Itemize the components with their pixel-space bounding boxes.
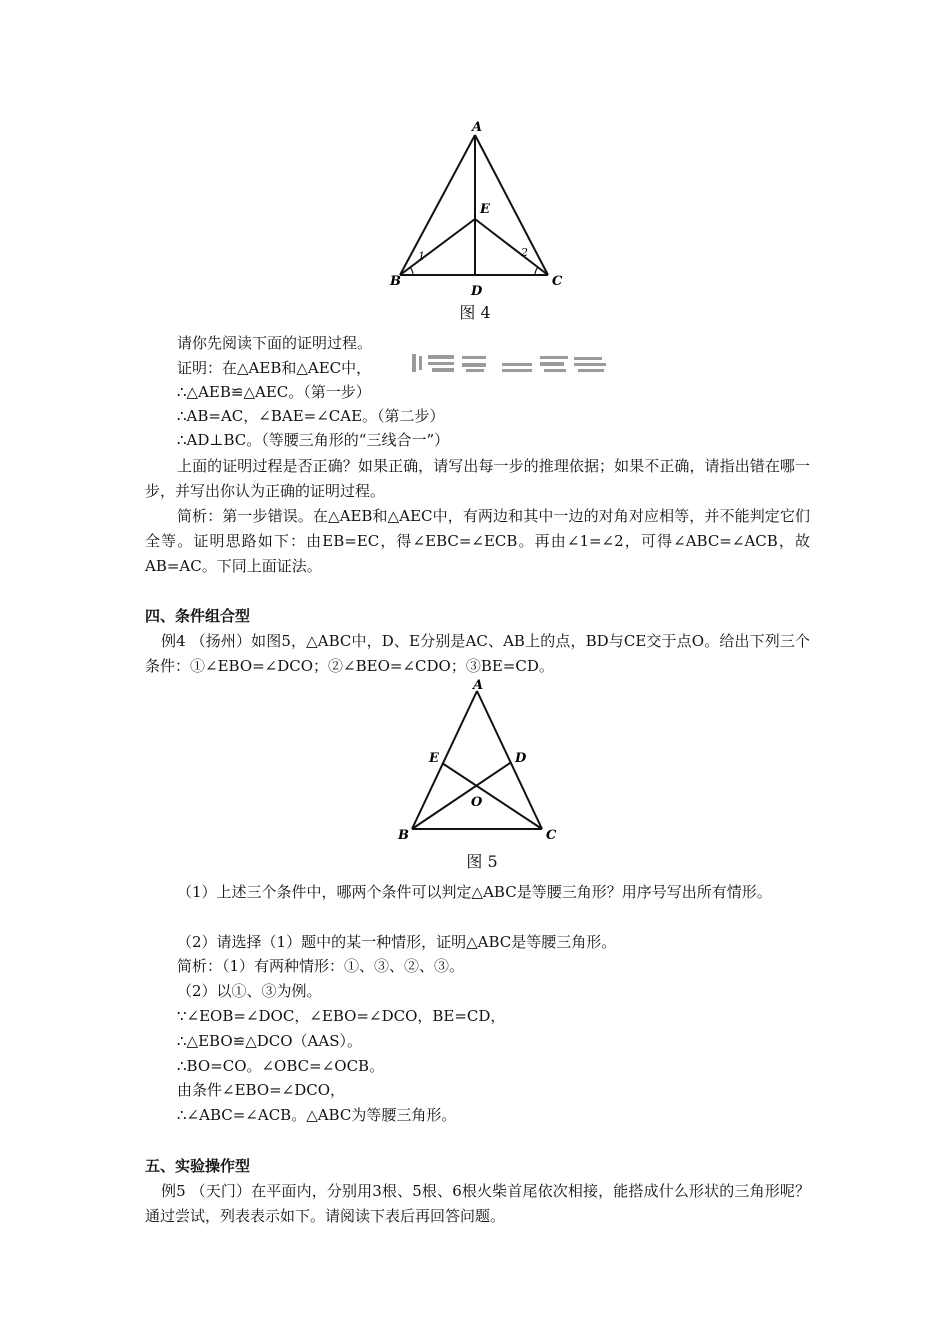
fig5-label-e: E bbox=[429, 751, 439, 766]
text-step-one: ∴△AEB≌△AEC。（第一步） bbox=[177, 383, 371, 401]
section-4-heading: 四、条件组合型 bbox=[145, 607, 251, 625]
figure-4-diagram bbox=[380, 115, 580, 300]
question-1: （1）上述三个条件中，哪两个条件可以判定△ABC是等腰三角形？用序号写出所有情形。 bbox=[177, 883, 772, 901]
question-2: （2）请选择（1）题中的某一种情形，证明△ABC是等腰三角形。 bbox=[177, 933, 617, 951]
fig5-label-b: B bbox=[398, 828, 409, 843]
text-read-proof: 请你先阅读下面的证明过程。 bbox=[177, 334, 373, 352]
section-5-heading: 五、实验操作型 bbox=[145, 1157, 251, 1175]
answer-line-5: ∴BO=CO。∠OBC=∠OCB。 bbox=[177, 1057, 385, 1075]
example-5-paragraph: 例5 （天门）在平面内，分别用3根、5根、6根火柴首尾依次相接，能搭成什么形状的三角形呢？通过尝试，列表表示如下。请阅读下表后再回答问题。 bbox=[145, 1182, 810, 1225]
answer-line-4: ∴△EBO≌△DCO（AAS）。 bbox=[177, 1032, 362, 1050]
text-step-two: ∴AB=AC，∠BAE=∠CAE。（第二步） bbox=[177, 407, 445, 425]
figure-5 bbox=[392, 676, 567, 846]
figure-4 bbox=[380, 115, 580, 300]
fig4-label-d: D bbox=[471, 284, 483, 299]
question-paragraph: 上面的证明过程是否正确？如果正确，请写出每一步的推理依据；如果不正确，请指出错在哪一步，并写出你认为正确的证明过程。 bbox=[145, 457, 810, 500]
fig4-label-a: A bbox=[472, 120, 483, 135]
fig4-label-e: E bbox=[480, 202, 490, 217]
example-4-paragraph: 例4 （扬州）如图5，△ABC中，D、E分别是AC、AB上的点，BD与CE交于点O。给出下列三个条件：①∠EBO=∠DCO；②∠BEO=∠CDO；③BE=CD。 bbox=[145, 632, 810, 675]
obscured-text-graphic bbox=[410, 350, 610, 376]
figure-4-caption: 图 4 bbox=[459, 303, 491, 322]
fig5-label-o: O bbox=[471, 795, 483, 810]
fig5-label-a: A bbox=[473, 678, 484, 693]
text-step-three: ∴AD⊥BC。（等腰三角形的“三线合一”） bbox=[177, 431, 450, 449]
figure-5-diagram bbox=[392, 676, 567, 846]
answer-line-7: ∴∠ABC=∠ACB。△ABC为等腰三角形。 bbox=[177, 1106, 457, 1124]
answer-line-6: 由条件∠EBO=∠DCO， bbox=[177, 1081, 346, 1099]
fig4-angle-1: 1 bbox=[418, 250, 425, 263]
answer-line-2: （2）以①、③为例。 bbox=[177, 982, 322, 1000]
fig4-label-c: C bbox=[552, 274, 563, 289]
figure-5-caption: 图 5 bbox=[466, 852, 498, 871]
answer-line-1: 简析：（1）有两种情形：①、③、②、③。 bbox=[177, 957, 465, 975]
fig5-label-c: C bbox=[546, 828, 557, 843]
answer-line-3: ∵∠EOB=∠DOC，∠EBO=∠DCO，BE=CD， bbox=[177, 1007, 506, 1025]
fig4-label-b: B bbox=[390, 274, 401, 289]
text-proof-start: 证明：在△AEB和△AEC中， bbox=[177, 359, 372, 377]
fig4-angle-2: 2 bbox=[521, 246, 528, 259]
fig5-label-d: D bbox=[515, 751, 527, 766]
analysis-paragraph: 简析：第一步错误。在△AEB和△AEC中，有两边和其中一边的对角对应相等，并不能判定它们全等。证明思路如下：由EB=EC，得∠EBC=∠ECB。再由∠1=∠2，可得∠ABC=∠ACB，故AB=AC。下同上面证法。 bbox=[145, 507, 810, 575]
